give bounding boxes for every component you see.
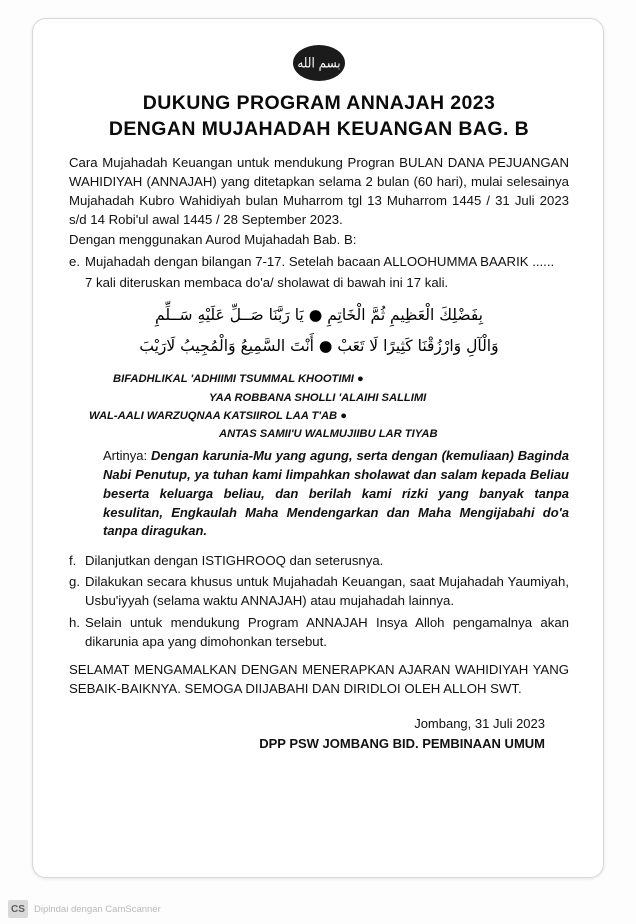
islamic-calligraphy-logo-icon: [293, 45, 345, 81]
page-title: [69, 91, 569, 142]
list-item-text: Dilanjutkan dengan ISTIGHROOQ dan seterusnya.: [85, 553, 384, 569]
meaning-label: Artinya:: [103, 447, 148, 463]
list-item-text: Selain untuk mendukung Program ANNAJAH Insya Alloh pengamalnya akan dikarunia apa yang dimohonkan tersebut.: [85, 614, 569, 649]
camscanner-watermark: [8, 900, 161, 918]
camscanner-badge-icon: CS: [8, 900, 28, 918]
transliteration-line-1: BIFADHLIKAL 'ADHIIMI TSUMMAL KHOOTIMI ●: [113, 373, 364, 386]
arabic-line-1: بِفَضْلِكَ الْعَظِيمِ ثُمَّ الْخَاتِمِ ● يَا رَبَّنَا صَــلِّ عَلَيْهِ سَــلِّمِ: [155, 306, 483, 325]
arabic-verse: [69, 300, 569, 362]
list-item-marker: h.: [69, 614, 80, 630]
signature-block: [69, 714, 569, 753]
list-item-marker: f.: [69, 553, 77, 569]
aurod-line: Dengan menggunakan Aurod Mujahadah Bab. B:: [69, 232, 357, 248]
meaning-text: Dengan karunia-Mu yang agung, serta dengan (kemuliaan) Baginda Nabi Penutup, ya tuhan kami limpahkan sholawat dan salam kepada Beliau beserta keluarga beliau, dan berilah kami rizki yang banyak tanpa kesulitan, Engkaulah Maha Mendengarkan dan Maha Mengijabahi do'a tanpa diragukan.: [103, 447, 569, 539]
closing-paragraph: SELAMAT MENGAMALKAN DENGAN MENERAPKAN AJARAN WAHIDIYAH YANG SEBAIK-BAIKNYA. SEMOGA DIIJABAHI DAN DIRIDLOI OLEH ALLOH SWT.: [69, 661, 569, 696]
logo-container: [69, 45, 569, 81]
logo-text: بسم الله: [297, 54, 341, 72]
document-card: [32, 18, 604, 878]
transliteration-line-3: WAL-AALI WARZUQNAA KATSIIROL LAA T'AB ●: [89, 409, 347, 422]
transliteration-block: [69, 370, 569, 443]
list-item-subline: 7 kali diteruskan membaca do'a/ sholawat di bawah ini 17 kali.: [85, 275, 449, 291]
meaning-block: [103, 447, 569, 541]
list-item: [69, 252, 569, 271]
list-item: [69, 551, 569, 570]
transliteration-line-2: YAA ROBBANA SHOLLI 'ALAIHI SALLIMI: [209, 391, 427, 404]
signature-organization: DPP PSW JOMBANG BID. PEMBINAAN UMUM: [259, 735, 545, 751]
title-line-2: DENGAN MUJAHADAH KEUANGAN BAG. B: [108, 117, 530, 140]
title-line-1: DUKUNG PROGRAM ANNAJAH 2023: [142, 92, 496, 114]
list-item-marker: g.: [69, 574, 80, 590]
list-item: [69, 572, 569, 610]
document-content: [69, 39, 569, 753]
arabic-line-2: وَالْآلِ وَارْزُقْنَا كَثِيرًا لَا تَعَبْ ● أَنْتَ السَّمِيعُ وَالْمُجِيبُ لَارَيْبَ: [139, 337, 499, 356]
list-item-marker: e.: [69, 254, 80, 270]
list-item-text: Dilakukan secara khusus untuk Mujahadah Keuangan, saat Mujahadah Yaumiyah, Usbu'iyyah (selama waktu ANNAJAH) atau mujahadah lainnya.: [85, 574, 569, 609]
list-item: [69, 613, 569, 651]
camscanner-text: Dipindai dengan CamScanner: [34, 903, 161, 915]
list-item-text: Mujahadah dengan bilangan 7-17. Setelah bacaan ALLOOHUMMA BAARIK ......: [85, 254, 555, 270]
signature-place-date: Jombang, 31 Juli 2023: [414, 716, 545, 732]
intro-paragraph: Cara Mujahadah Keuangan untuk mendukung Progran BULAN DANA PEJUANGAN WAHIDIYAH (ANNAJAH) yang ditetapkan selama 2 bulan (60 hari), mulai selesainya Mujahadah Kubro Wahidiyah bulan Muharrom tgl 13 Muharrom 1445 / 31 Juli 2023 s/d 14 Robi'ul awal 1445 / 28 September 2023.: [69, 155, 569, 227]
transliteration-line-4: ANTAS SAMII'U WALMUJIIBU LAR TIYAB: [219, 427, 438, 440]
